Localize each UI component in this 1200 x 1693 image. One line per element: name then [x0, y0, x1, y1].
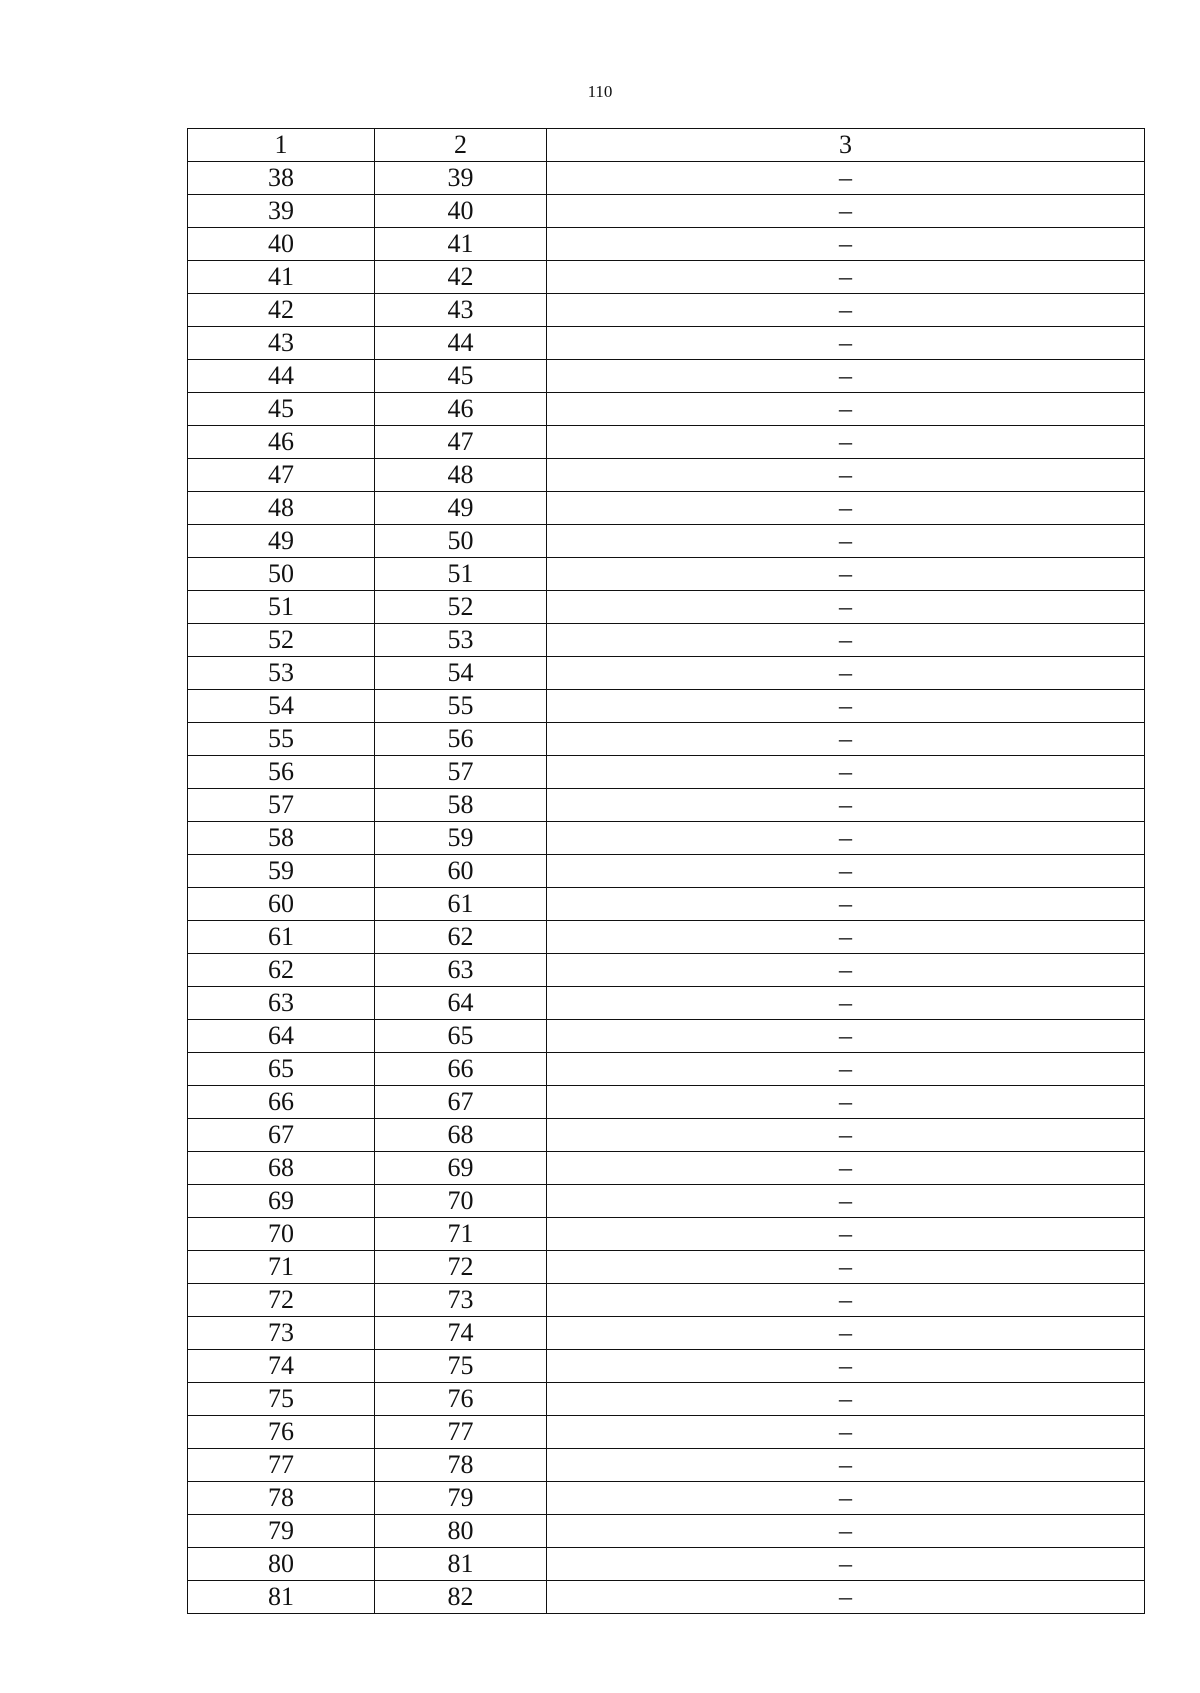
table-cell-col2: 63: [375, 954, 547, 987]
table-cell-col1: 67: [188, 1119, 375, 1152]
table-cell-col1: 44: [188, 360, 375, 393]
table-cell-col2: 49: [375, 492, 547, 525]
table-cell-col3: –: [547, 822, 1145, 855]
table-cell-col2: 69: [375, 1152, 547, 1185]
table-cell-col1: 46: [188, 426, 375, 459]
table-row: [188, 1350, 1145, 1383]
table-row: [188, 1548, 1145, 1581]
table-cell-col2: 55: [375, 690, 547, 723]
table-cell-col1: 55: [188, 723, 375, 756]
table-cell-col3: –: [547, 228, 1145, 261]
header-cell-3: 3: [547, 129, 1145, 162]
table-cell-col3: –: [547, 327, 1145, 360]
table-header-row: [188, 129, 1145, 162]
table-cell-col3: –: [547, 1119, 1145, 1152]
table-cell-col1: 40: [188, 228, 375, 261]
table-row: [188, 888, 1145, 921]
table-cell-col3: –: [547, 723, 1145, 756]
table-cell-col3: –: [547, 261, 1145, 294]
table-cell-col1: 68: [188, 1152, 375, 1185]
table-cell-col3: –: [547, 1053, 1145, 1086]
table-cell-col2: 44: [375, 327, 547, 360]
table-cell-col1: 81: [188, 1581, 375, 1614]
table-cell-col2: 56: [375, 723, 547, 756]
table-cell-col2: 61: [375, 888, 547, 921]
table-cell-col2: 71: [375, 1218, 547, 1251]
table-cell-col1: 74: [188, 1350, 375, 1383]
table-cell-col2: 53: [375, 624, 547, 657]
table-cell-col3: –: [547, 1317, 1145, 1350]
table-cell-col3: –: [547, 1020, 1145, 1053]
table-cell-col3: –: [547, 1482, 1145, 1515]
table-row: [188, 822, 1145, 855]
table-cell-col2: 78: [375, 1449, 547, 1482]
table-cell-col3: –: [547, 1218, 1145, 1251]
table-cell-col2: 58: [375, 789, 547, 822]
table-row: [188, 1284, 1145, 1317]
table-cell-col2: 65: [375, 1020, 547, 1053]
table-cell-col2: 62: [375, 921, 547, 954]
table-cell-col2: 70: [375, 1185, 547, 1218]
header-cell-1: 1: [188, 129, 375, 162]
table-cell-col2: 80: [375, 1515, 547, 1548]
table-cell-col1: 71: [188, 1251, 375, 1284]
table-cell-col1: 47: [188, 459, 375, 492]
table-row: [188, 855, 1145, 888]
table-row: [188, 1218, 1145, 1251]
table-row: [188, 1119, 1145, 1152]
table-row: [188, 789, 1145, 822]
table-cell-col1: 50: [188, 558, 375, 591]
table-cell-col3: –: [547, 525, 1145, 558]
table-row: [188, 261, 1145, 294]
table-row: [188, 690, 1145, 723]
table-cell-col2: 74: [375, 1317, 547, 1350]
table-row: [188, 393, 1145, 426]
table-row: [188, 228, 1145, 261]
table-cell-col3: –: [547, 1086, 1145, 1119]
table-cell-col3: –: [547, 921, 1145, 954]
table-cell-col1: 78: [188, 1482, 375, 1515]
table-cell-col3: –: [547, 459, 1145, 492]
table-cell-col1: 77: [188, 1449, 375, 1482]
table-cell-col2: 43: [375, 294, 547, 327]
table-cell-col3: –: [547, 756, 1145, 789]
table-row: [188, 1482, 1145, 1515]
table-cell-col1: 39: [188, 195, 375, 228]
table-cell-col1: 38: [188, 162, 375, 195]
table-row: [188, 327, 1145, 360]
table-cell-col3: –: [547, 294, 1145, 327]
table-row: [188, 1383, 1145, 1416]
table-cell-col2: 46: [375, 393, 547, 426]
table-cell-col2: 82: [375, 1581, 547, 1614]
table-cell-col1: 45: [188, 393, 375, 426]
table-cell-col3: –: [547, 195, 1145, 228]
table-cell-col1: 70: [188, 1218, 375, 1251]
table-cell-col3: –: [547, 888, 1145, 921]
table-row: [188, 426, 1145, 459]
table-cell-col2: 59: [375, 822, 547, 855]
table-cell-col1: 65: [188, 1053, 375, 1086]
table-row: [188, 1515, 1145, 1548]
table-cell-col3: –: [547, 426, 1145, 459]
table-row: [188, 1317, 1145, 1350]
table-row: [188, 987, 1145, 1020]
table-cell-col2: 68: [375, 1119, 547, 1152]
table-cell-col2: 76: [375, 1383, 547, 1416]
page-number: 110: [587, 82, 613, 101]
table-cell-col1: 69: [188, 1185, 375, 1218]
table-cell-col2: 73: [375, 1284, 547, 1317]
table-row: [188, 1185, 1145, 1218]
table-cell-col3: –: [547, 1416, 1145, 1449]
table-cell-col1: 75: [188, 1383, 375, 1416]
table-cell-col3: –: [547, 987, 1145, 1020]
table-cell-col3: –: [547, 393, 1145, 426]
table-cell-col2: 77: [375, 1416, 547, 1449]
table-row: [188, 459, 1145, 492]
table-row: [188, 1053, 1145, 1086]
table-row: [188, 1251, 1145, 1284]
table-cell-col3: –: [547, 1515, 1145, 1548]
table-cell-col1: 41: [188, 261, 375, 294]
table-cell-col3: –: [547, 624, 1145, 657]
table-cell-col3: –: [547, 591, 1145, 624]
table-cell-col1: 43: [188, 327, 375, 360]
table-cell-col3: –: [547, 789, 1145, 822]
table-cell-col3: –: [547, 162, 1145, 195]
table-row: [188, 921, 1145, 954]
table-cell-col2: 40: [375, 195, 547, 228]
table-cell-col3: –: [547, 690, 1145, 723]
table-row: [188, 1449, 1145, 1482]
table-row: [188, 525, 1145, 558]
table-row: [188, 1152, 1145, 1185]
table-cell-col1: 61: [188, 921, 375, 954]
table-cell-col1: 59: [188, 855, 375, 888]
table-body: [188, 129, 1145, 1614]
table-cell-col3: –: [547, 1449, 1145, 1482]
table-cell-col3: –: [547, 657, 1145, 690]
table-row: [188, 294, 1145, 327]
table-cell-col2: 67: [375, 1086, 547, 1119]
table-cell-col3: –: [547, 954, 1145, 987]
table-row: [188, 360, 1145, 393]
table-cell-col1: 48: [188, 492, 375, 525]
table-cell-col2: 39: [375, 162, 547, 195]
table-cell-col2: 64: [375, 987, 547, 1020]
table-cell-col2: 42: [375, 261, 547, 294]
header-cell-2: 2: [375, 129, 547, 162]
table-cell-col1: 60: [188, 888, 375, 921]
table-cell-col2: 66: [375, 1053, 547, 1086]
table-cell-col2: 51: [375, 558, 547, 591]
table-cell-col1: 42: [188, 294, 375, 327]
table-cell-col2: 60: [375, 855, 547, 888]
table-cell-col3: –: [547, 492, 1145, 525]
table-cell-col1: 66: [188, 1086, 375, 1119]
table-cell-col2: 45: [375, 360, 547, 393]
table-row: [188, 162, 1145, 195]
table-cell-col1: 72: [188, 1284, 375, 1317]
table-cell-col2: 47: [375, 426, 547, 459]
table-cell-col1: 79: [188, 1515, 375, 1548]
table-row: [188, 1086, 1145, 1119]
table-cell-col3: –: [547, 1152, 1145, 1185]
table-row: [188, 954, 1145, 987]
table-cell-col3: –: [547, 360, 1145, 393]
table-cell-col2: 79: [375, 1482, 547, 1515]
table-cell-col1: 73: [188, 1317, 375, 1350]
table-cell-col3: –: [547, 855, 1145, 888]
table-row: [188, 624, 1145, 657]
table-row: [188, 195, 1145, 228]
table-cell-col1: 76: [188, 1416, 375, 1449]
table-cell-col3: –: [547, 1383, 1145, 1416]
table-row: [188, 723, 1145, 756]
table-cell-col3: –: [547, 1548, 1145, 1581]
table-cell-col2: 75: [375, 1350, 547, 1383]
table-cell-col3: –: [547, 1284, 1145, 1317]
table-row: [188, 591, 1145, 624]
table-cell-col2: 52: [375, 591, 547, 624]
table-cell-col2: 48: [375, 459, 547, 492]
table-cell-col3: –: [547, 1251, 1145, 1284]
table-cell-col1: 64: [188, 1020, 375, 1053]
table-cell-col2: 41: [375, 228, 547, 261]
table-cell-col2: 54: [375, 657, 547, 690]
table-cell-col2: 72: [375, 1251, 547, 1284]
table-cell-col1: 51: [188, 591, 375, 624]
table-row: [188, 657, 1145, 690]
table-row: [188, 492, 1145, 525]
table-cell-col3: –: [547, 1581, 1145, 1614]
table-cell-col1: 58: [188, 822, 375, 855]
table-cell-col1: 54: [188, 690, 375, 723]
table-cell-col2: 50: [375, 525, 547, 558]
table-cell-col1: 49: [188, 525, 375, 558]
table-row: [188, 558, 1145, 591]
table-cell-col2: 81: [375, 1548, 547, 1581]
table-cell-col1: 63: [188, 987, 375, 1020]
table-cell-col3: –: [547, 1350, 1145, 1383]
table-cell-col2: 57: [375, 756, 547, 789]
table-cell-col1: 52: [188, 624, 375, 657]
table-cell-col3: –: [547, 1185, 1145, 1218]
table-row: [188, 1581, 1145, 1614]
table-cell-col1: 80: [188, 1548, 375, 1581]
table-row: [188, 1020, 1145, 1053]
table-cell-col3: –: [547, 558, 1145, 591]
table-cell-col1: 56: [188, 756, 375, 789]
table-cell-col1: 53: [188, 657, 375, 690]
table-row: [188, 1416, 1145, 1449]
data-table: [187, 128, 1145, 1614]
table-cell-col1: 62: [188, 954, 375, 987]
table-row: [188, 756, 1145, 789]
table-cell-col1: 57: [188, 789, 375, 822]
